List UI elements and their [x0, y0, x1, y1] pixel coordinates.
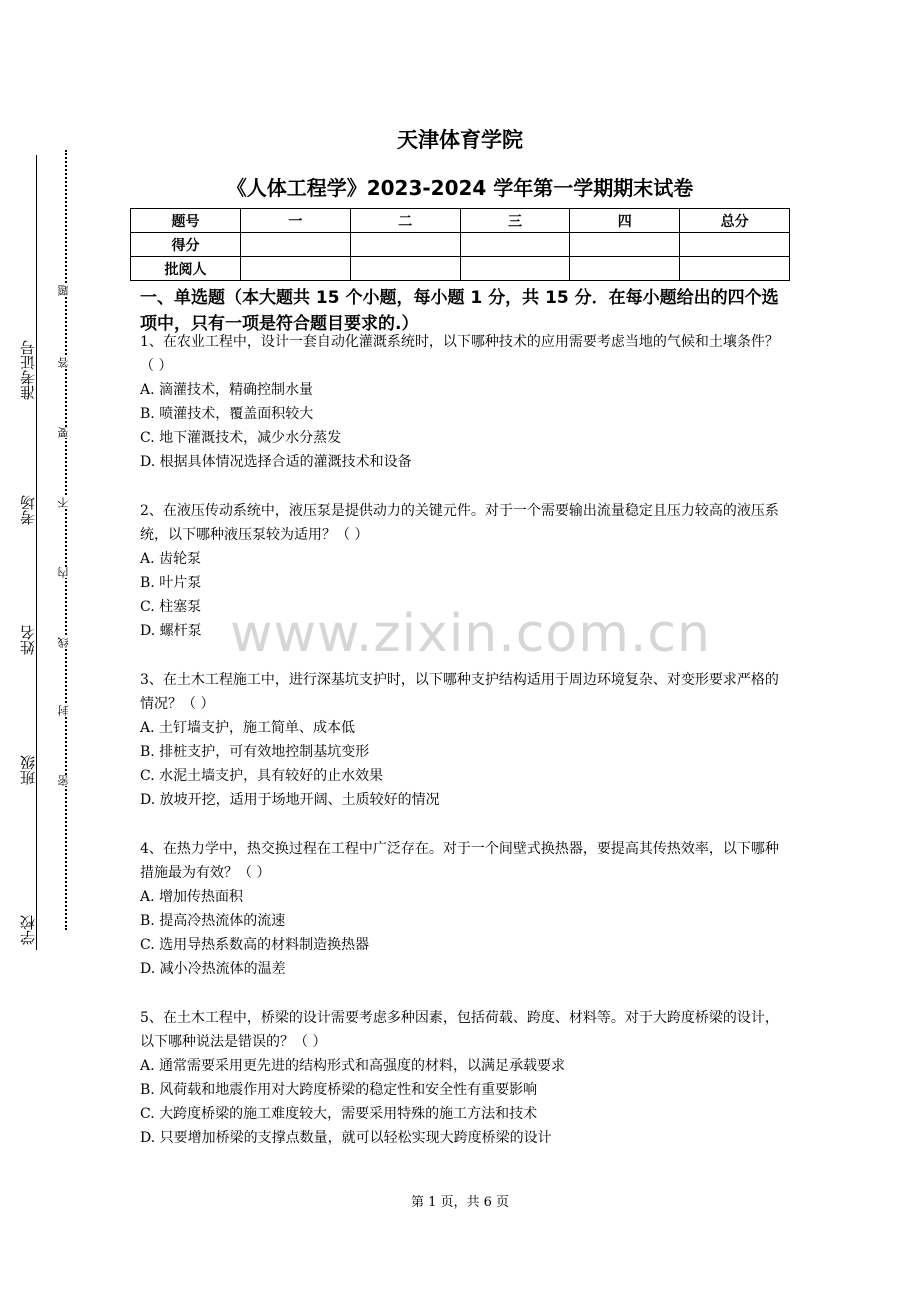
school-title: 天津体育学院: [397, 128, 523, 152]
seal-char: 密: [57, 775, 75, 786]
seal-char: 封: [57, 705, 75, 716]
question-option: B. 提高冷热流体的流速: [140, 913, 286, 929]
question-option: C. 大跨度桥梁的施工难度较大，需要采用特殊的施工方法和技术: [140, 1106, 538, 1122]
question-option: B. 风荷载和地震作用对大跨度桥梁的稳定性和安全性有重要影响: [140, 1082, 538, 1098]
question-option: D. 螺杆泵: [140, 623, 202, 639]
seal-char: 题: [57, 285, 75, 296]
question: [140, 1006, 790, 1150]
score-row-label: 批阅人: [131, 257, 241, 281]
section-heading: 一、单选题（本大题共 15 个小题，每小题 1 分，共 15 分．在每小题给出的四个选项中，只有一项是符合题目要求的.）: [140, 288, 779, 334]
binding-labels: [8, 300, 48, 960]
question-option: C. 地下灌溉技术，减少水分蒸发: [140, 430, 342, 446]
score-cell: [241, 233, 351, 257]
score-cell: [350, 257, 460, 281]
question-stem: 5、在土木工程中，桥梁的设计需要考虑多种因素，包括荷载、跨度、材料等。对于大跨度桥梁的设计，以下哪种说法是错误的？（ ）: [140, 1010, 779, 1050]
question: [140, 668, 790, 812]
question-option: A. 土钉墙支护，施工简单、成本低: [140, 720, 356, 736]
question-option: D. 只要增加桥梁的支撑点数量，就可以轻松实现大跨度桥梁的设计: [140, 1130, 552, 1146]
binding-label-school: 学校: [19, 915, 37, 945]
binding-label-exam-number: 准考证号: [19, 340, 37, 400]
question-option: A. 齿轮泵: [140, 551, 202, 567]
watermark: www.zixin.com.cn: [230, 604, 711, 664]
question: [140, 330, 790, 474]
score-cell: [680, 257, 790, 281]
score-table-header: 总分: [680, 209, 790, 233]
question-option: D. 放坡开挖，适用于场地开阔、土质较好的情况: [140, 792, 440, 808]
question: [140, 837, 790, 981]
binding-label-class: 班级: [19, 755, 37, 785]
score-cell: [570, 257, 680, 281]
question-option: B. 排桩支护，可有效地控制基坑变形: [140, 744, 370, 760]
score-cell: [350, 233, 460, 257]
score-cell: [680, 233, 790, 257]
question-option: B. 喷灌技术，覆盖面积较大: [140, 406, 314, 422]
page-footer: 第 1 页，共 6 页: [410, 1195, 510, 1210]
seal-char: 不: [57, 497, 75, 508]
seal-char: 答: [57, 357, 75, 368]
question-option: B. 叶片泵: [140, 575, 202, 591]
question-stem: 2、在液压传动系统中，液压泵是提供动力的关键元件。对于一个需要输出流量稳定且压力较高的液压系统，以下哪种液压泵较为适用？（ ）: [140, 503, 779, 543]
question-option: D. 减小冷热流体的温差: [140, 961, 286, 977]
score-cell: [241, 257, 351, 281]
score-table: [130, 208, 790, 281]
score-table-header-row: [131, 209, 790, 233]
exam-title: 《人体工程学》2023-2024 学年第一学期期末试卷: [226, 176, 694, 200]
question-stem: 3、在土木工程施工中，进行深基坑支护时，以下哪种支护结构适用于周边环境复杂、对变形要求严格的情况？（ ）: [140, 672, 779, 712]
binding-label-exam-room: 考场: [19, 495, 37, 525]
question-list: [140, 330, 790, 1175]
score-table-row: [131, 233, 790, 257]
seal-chars: [57, 285, 75, 805]
score-cell: [460, 233, 570, 257]
score-cell: [570, 233, 680, 257]
score-table-header: 题号: [131, 209, 241, 233]
question-option: C. 柱塞泵: [140, 599, 202, 615]
question-option: C. 选用导热系数高的材料制造换热器: [140, 937, 370, 953]
score-table-header: 二: [350, 209, 460, 233]
question-option: A. 增加传热面积: [140, 889, 244, 905]
question-option: D. 根据具体情况选择合适的灌溉技术和设备: [140, 454, 412, 470]
score-cell: [460, 257, 570, 281]
score-row-label: 得分: [131, 233, 241, 257]
question-stem: 4、在热力学中，热交换过程在工程中广泛存在。对于一个间壁式换热器，要提高其传热效率，以下哪种措施最为有效？（ ）: [140, 841, 779, 881]
seal-char: 内: [57, 567, 75, 578]
seal-char: 要: [57, 427, 75, 438]
question: [140, 499, 790, 643]
question-option: C. 水泥土墙支护，具有较好的止水效果: [140, 768, 384, 784]
seal-char: 线: [57, 637, 75, 648]
question-option: A. 滴灌技术，精确控制水量: [140, 382, 314, 398]
score-table-row: [131, 257, 790, 281]
score-table-header: 三: [460, 209, 570, 233]
binding-label-name: 姓名: [19, 625, 37, 655]
score-table-header: 一: [241, 209, 351, 233]
question-option: A. 通常需要采用更先进的结构形式和高强度的材料，以满足承载要求: [140, 1058, 566, 1074]
score-table-header: 四: [570, 209, 680, 233]
question-stem: 1、在农业工程中，设计一套自动化灌溉系统时，以下哪种技术的应用需要考虑当地的气候和土壤条件？（ ）: [140, 334, 779, 374]
